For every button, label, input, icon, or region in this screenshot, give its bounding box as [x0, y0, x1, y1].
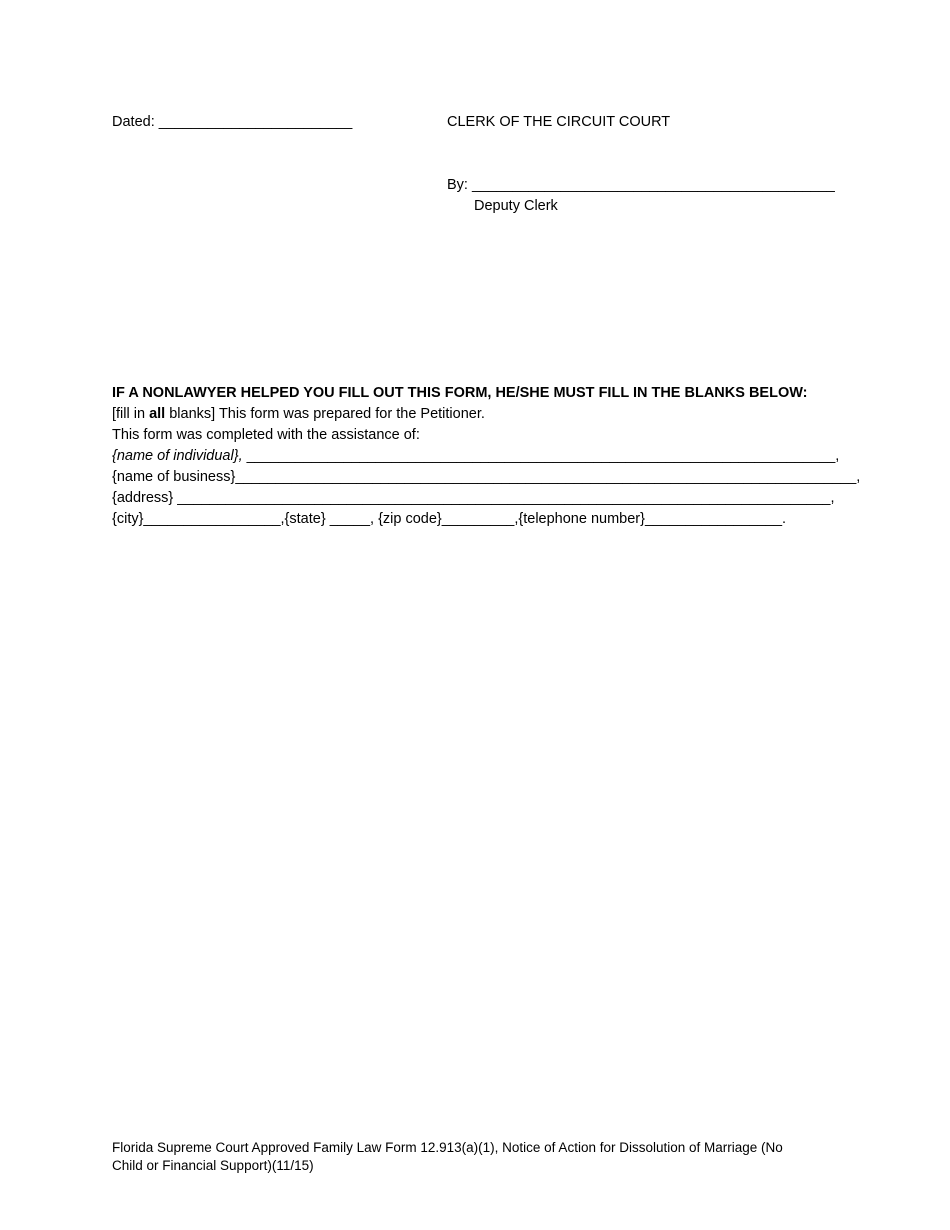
- deputy-clerk-label: Deputy Clerk: [474, 198, 558, 214]
- name-of-individual-blank[interactable]: _________________________________________________________________________,: [242, 448, 840, 464]
- footer: [112, 1139, 852, 1175]
- completed-with-line: This form was completed with the assistance of:: [112, 427, 420, 443]
- city-state-zip-phone-line[interactable]: {city}_________________,{state} _____, {zip code}_________,{telephone number}_________________.: [112, 511, 787, 527]
- footer-line-2: Child or Financial Support)(11/15): [112, 1158, 314, 1173]
- instruction-prefix: [fill in: [112, 406, 150, 422]
- instruction-bold: all: [149, 406, 166, 422]
- footer-line-1: Florida Supreme Court Approved Family Law Form 12.913(a)(1), Notice of Action for Dissolution of Marriage (No: [112, 1140, 783, 1155]
- name-of-individual-line[interactable]: [112, 447, 839, 465]
- instruction-suffix: blanks] This form was prepared for the Petitioner.: [165, 406, 485, 422]
- clerk-title: CLERK OF THE CIRCUIT COURT: [447, 114, 671, 130]
- by-signature-line[interactable]: By: _____________________________________________: [447, 177, 835, 193]
- instruction-line: [112, 405, 485, 423]
- dated-line[interactable]: Dated: ________________________: [112, 114, 353, 130]
- name-of-business-line[interactable]: {name of business}_____________________________________________________________________________,: [112, 469, 861, 485]
- name-of-individual-label: {name of individual},: [112, 448, 243, 464]
- nonlawyer-heading: IF A NONLAWYER HELPED YOU FILL OUT THIS FORM, HE/SHE MUST FILL IN THE BLANKS BELOW:: [112, 385, 808, 401]
- address-line[interactable]: {address} _________________________________________________________________________________,: [112, 490, 835, 506]
